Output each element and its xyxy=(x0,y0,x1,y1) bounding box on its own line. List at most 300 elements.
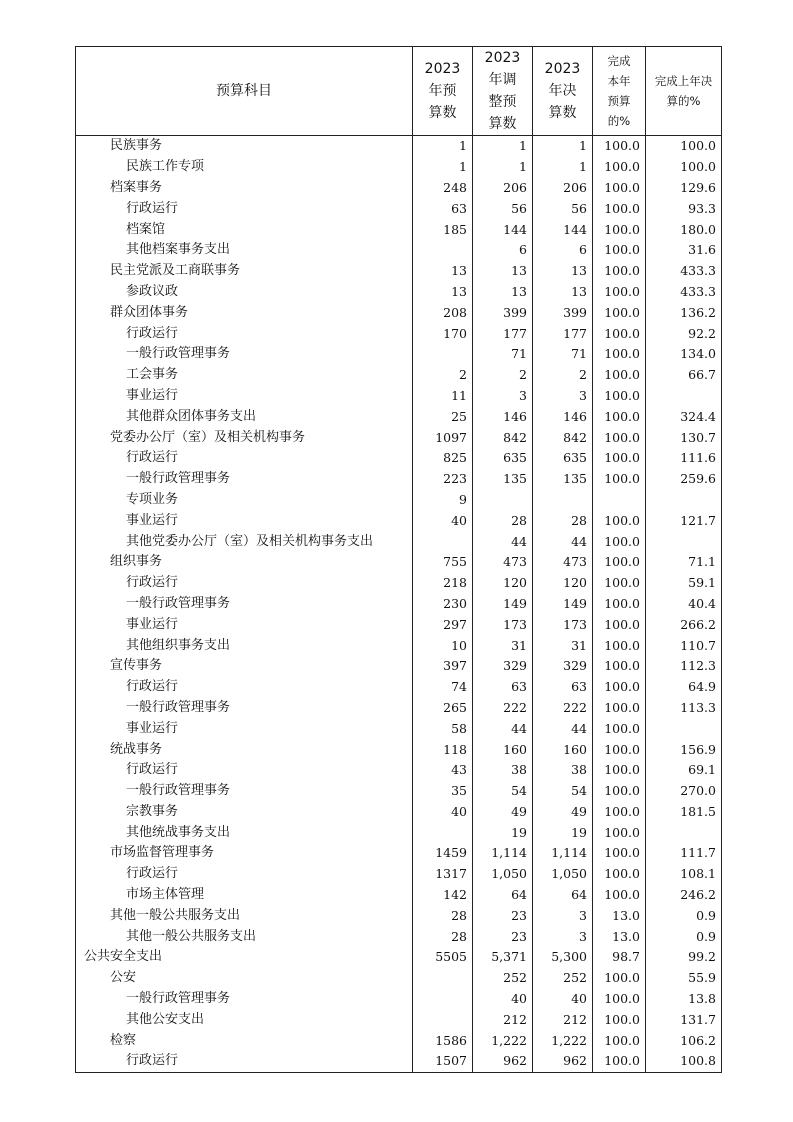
vs-last-year-cell: 100.0 xyxy=(646,136,722,157)
budget-cell xyxy=(413,240,473,261)
adjusted-budget-cell: 31 xyxy=(473,635,533,656)
completion-rate-cell: 98.7 xyxy=(593,947,646,968)
adjusted-budget-cell: 222 xyxy=(473,698,533,719)
vs-last-year-cell: 181.5 xyxy=(646,802,722,823)
budget-cell: 223 xyxy=(413,469,473,490)
vs-last-year-cell: 69.1 xyxy=(646,760,722,781)
completion-rate-cell: 100.0 xyxy=(593,240,646,261)
table-row xyxy=(76,469,722,490)
adjusted-budget-cell: 160 xyxy=(473,739,533,760)
table-row xyxy=(76,510,722,531)
vs-last-year-cell xyxy=(646,822,722,843)
vs-last-year-cell: 31.6 xyxy=(646,240,722,261)
subject-cell: 民族工作专项 xyxy=(76,157,413,178)
table-row xyxy=(76,864,722,885)
adjusted-budget-cell: 135 xyxy=(473,469,533,490)
final-accounts-cell: 212 xyxy=(533,1009,593,1030)
completion-rate-cell: 100.0 xyxy=(593,864,646,885)
completion-rate-cell: 100.0 xyxy=(593,302,646,323)
header-budget xyxy=(413,47,473,136)
header-adjusted-budget xyxy=(473,47,533,136)
vs-last-year-cell: 110.7 xyxy=(646,635,722,656)
budget-cell: 297 xyxy=(413,614,473,635)
subject-cell: 行政运行 xyxy=(76,1051,413,1072)
vs-last-year-cell: 13.8 xyxy=(646,989,722,1010)
adjusted-budget-cell: 44 xyxy=(473,718,533,739)
budget-cell: 185 xyxy=(413,219,473,240)
vs-last-year-cell: 108.1 xyxy=(646,864,722,885)
subject-cell: 检察 xyxy=(76,1030,413,1051)
subject-cell: 民族事务 xyxy=(76,136,413,157)
subject-cell: 事业运行 xyxy=(76,718,413,739)
final-accounts-cell: 6 xyxy=(533,240,593,261)
table-row xyxy=(76,760,722,781)
completion-rate-cell: 100.0 xyxy=(593,718,646,739)
subject-cell: 一般行政管理事务 xyxy=(76,594,413,615)
budget-cell xyxy=(413,989,473,1010)
budget-cell: 5505 xyxy=(413,947,473,968)
final-accounts-cell: 399 xyxy=(533,302,593,323)
subject-cell: 宣传事务 xyxy=(76,656,413,677)
vs-last-year-cell: 111.6 xyxy=(646,448,722,469)
vs-last-year-cell: 40.4 xyxy=(646,594,722,615)
final-accounts-cell: 252 xyxy=(533,968,593,989)
budget-cell: 40 xyxy=(413,510,473,531)
table-row xyxy=(76,885,722,906)
budget-cell xyxy=(413,968,473,989)
vs-last-year-cell: 180.0 xyxy=(646,219,722,240)
header-line: 整预 xyxy=(488,94,517,110)
final-accounts-cell: 64 xyxy=(533,885,593,906)
completion-rate-cell: 100.0 xyxy=(593,552,646,573)
final-accounts-cell: 3 xyxy=(533,905,593,926)
table-row xyxy=(76,365,722,386)
vs-last-year-cell xyxy=(646,490,722,511)
header-line: 完成上年决 xyxy=(654,74,713,88)
budget-cell: 74 xyxy=(413,677,473,698)
completion-rate-cell: 100.0 xyxy=(593,261,646,282)
adjusted-budget-cell: 3 xyxy=(473,386,533,407)
vs-last-year-cell: 246.2 xyxy=(646,885,722,906)
table-row xyxy=(76,448,722,469)
budget-cell: 397 xyxy=(413,656,473,677)
subject-cell: 公共安全支出 xyxy=(76,947,413,968)
completion-rate-cell: 100.0 xyxy=(593,635,646,656)
subject-cell: 其他一般公共服务支出 xyxy=(76,905,413,926)
budget-cell: 58 xyxy=(413,718,473,739)
header-line: 算数 xyxy=(428,105,457,121)
subject-cell: 行政运行 xyxy=(76,677,413,698)
header-line: 2023 xyxy=(424,61,461,77)
vs-last-year-cell: 92.2 xyxy=(646,323,722,344)
vs-last-year-cell: 106.2 xyxy=(646,1030,722,1051)
budget-cell: 1 xyxy=(413,136,473,157)
budget-cell: 10 xyxy=(413,635,473,656)
subject-cell: 民主党派及工商联事务 xyxy=(76,261,413,282)
adjusted-budget-cell: 1,114 xyxy=(473,843,533,864)
table-row xyxy=(76,261,722,282)
budget-cell: 13 xyxy=(413,261,473,282)
adjusted-budget-cell: 40 xyxy=(473,989,533,1010)
completion-rate-cell: 100.0 xyxy=(593,136,646,157)
completion-rate-cell: 13.0 xyxy=(593,905,646,926)
adjusted-budget-cell: 38 xyxy=(473,760,533,781)
budget-cell xyxy=(413,1009,473,1030)
subject-cell: 市场主体管理 xyxy=(76,885,413,906)
budget-cell: 28 xyxy=(413,905,473,926)
subject-cell: 档案馆 xyxy=(76,219,413,240)
completion-rate-cell: 100.0 xyxy=(593,698,646,719)
budget-cell xyxy=(413,531,473,552)
adjusted-budget-cell: 54 xyxy=(473,781,533,802)
final-accounts-cell: 5,300 xyxy=(533,947,593,968)
subject-cell: 工会事务 xyxy=(76,365,413,386)
final-accounts-cell: 962 xyxy=(533,1051,593,1072)
subject-cell: 行政运行 xyxy=(76,760,413,781)
adjusted-budget-cell: 177 xyxy=(473,323,533,344)
budget-cell xyxy=(413,344,473,365)
budget-cell: 40 xyxy=(413,802,473,823)
budget-cell: 118 xyxy=(413,739,473,760)
vs-last-year-cell: 111.7 xyxy=(646,843,722,864)
subject-cell: 事业运行 xyxy=(76,386,413,407)
final-accounts-cell: 56 xyxy=(533,198,593,219)
adjusted-budget-cell: 44 xyxy=(473,531,533,552)
table-row xyxy=(76,822,722,843)
final-accounts-cell: 2 xyxy=(533,365,593,386)
vs-last-year-cell: 121.7 xyxy=(646,510,722,531)
completion-rate-cell: 100.0 xyxy=(593,1051,646,1072)
vs-last-year-cell: 113.3 xyxy=(646,698,722,719)
table-row xyxy=(76,302,722,323)
vs-last-year-cell: 130.7 xyxy=(646,427,722,448)
completion-rate-cell: 100.0 xyxy=(593,802,646,823)
final-accounts-cell: 13 xyxy=(533,282,593,303)
adjusted-budget-cell: 1 xyxy=(473,157,533,178)
final-accounts-cell: 206 xyxy=(533,178,593,199)
completion-rate-cell: 100.0 xyxy=(593,614,646,635)
vs-last-year-cell: 0.9 xyxy=(646,905,722,926)
header-line: 算数 xyxy=(548,105,577,121)
subject-cell: 一般行政管理事务 xyxy=(76,344,413,365)
adjusted-budget-cell: 252 xyxy=(473,968,533,989)
final-accounts-cell: 135 xyxy=(533,469,593,490)
budget-table xyxy=(75,46,722,1073)
table-row xyxy=(76,490,722,511)
subject-cell: 其他统战事务支出 xyxy=(76,822,413,843)
completion-rate-cell: 100.0 xyxy=(593,760,646,781)
adjusted-budget-cell: 2 xyxy=(473,365,533,386)
budget-cell: 230 xyxy=(413,594,473,615)
table-row xyxy=(76,843,722,864)
completion-rate-cell: 100.0 xyxy=(593,781,646,802)
table-row xyxy=(76,635,722,656)
adjusted-budget-cell: 146 xyxy=(473,406,533,427)
budget-cell: 755 xyxy=(413,552,473,573)
budget-cell: 1317 xyxy=(413,864,473,885)
final-accounts-cell: 160 xyxy=(533,739,593,760)
table-row xyxy=(76,1051,722,1072)
adjusted-budget-cell: 212 xyxy=(473,1009,533,1030)
final-accounts-cell: 19 xyxy=(533,822,593,843)
vs-last-year-cell xyxy=(646,718,722,739)
adjusted-budget-cell: 19 xyxy=(473,822,533,843)
header-line: 本年 xyxy=(607,74,631,88)
header-line: 算的% xyxy=(666,94,701,108)
adjusted-budget-cell: 13 xyxy=(473,282,533,303)
header-line: 年决 xyxy=(548,83,577,99)
completion-rate-cell: 100.0 xyxy=(593,594,646,615)
budget-cell: 1 xyxy=(413,157,473,178)
final-accounts-cell: 63 xyxy=(533,677,593,698)
vs-last-year-cell: 112.3 xyxy=(646,656,722,677)
adjusted-budget-cell: 1 xyxy=(473,136,533,157)
header-line: 年调 xyxy=(488,72,517,88)
final-accounts-cell: 473 xyxy=(533,552,593,573)
budget-cell: 1459 xyxy=(413,843,473,864)
adjusted-budget-cell: 206 xyxy=(473,178,533,199)
table-row xyxy=(76,136,722,157)
vs-last-year-cell: 324.4 xyxy=(646,406,722,427)
table-row xyxy=(76,802,722,823)
vs-last-year-cell: 100.0 xyxy=(646,157,722,178)
header-line: 2023 xyxy=(544,61,581,77)
adjusted-budget-cell: 5,371 xyxy=(473,947,533,968)
adjusted-budget-cell: 13 xyxy=(473,261,533,282)
subject-cell: 其他组织事务支出 xyxy=(76,635,413,656)
subject-cell: 其他党委办公厅（室）及相关机构事务支出 xyxy=(76,531,413,552)
budget-cell: 825 xyxy=(413,448,473,469)
final-accounts-cell: 1,222 xyxy=(533,1030,593,1051)
completion-rate-cell xyxy=(593,490,646,511)
final-accounts-cell: 222 xyxy=(533,698,593,719)
budget-cell: 63 xyxy=(413,198,473,219)
subject-cell: 行政运行 xyxy=(76,198,413,219)
final-accounts-cell: 146 xyxy=(533,406,593,427)
subject-cell: 一般行政管理事务 xyxy=(76,781,413,802)
adjusted-budget-cell: 329 xyxy=(473,656,533,677)
header-completion-rate xyxy=(593,47,646,136)
final-accounts-cell: 3 xyxy=(533,926,593,947)
subject-cell: 参政议政 xyxy=(76,282,413,303)
adjusted-budget-cell: 144 xyxy=(473,219,533,240)
table-row xyxy=(76,344,722,365)
vs-last-year-cell: 100.8 xyxy=(646,1051,722,1072)
adjusted-budget-cell: 28 xyxy=(473,510,533,531)
header-line: 2023 xyxy=(484,50,521,66)
adjusted-budget-cell: 473 xyxy=(473,552,533,573)
table-row xyxy=(76,282,722,303)
adjusted-budget-cell: 64 xyxy=(473,885,533,906)
completion-rate-cell: 100.0 xyxy=(593,448,646,469)
vs-last-year-cell: 66.7 xyxy=(646,365,722,386)
adjusted-budget-cell: 6 xyxy=(473,240,533,261)
final-accounts-cell: 1 xyxy=(533,136,593,157)
budget-cell: 11 xyxy=(413,386,473,407)
table-row xyxy=(76,1030,722,1051)
header-final-accounts xyxy=(533,47,593,136)
vs-last-year-cell: 93.3 xyxy=(646,198,722,219)
completion-rate-cell: 100.0 xyxy=(593,573,646,594)
budget-cell: 142 xyxy=(413,885,473,906)
final-accounts-cell: 44 xyxy=(533,531,593,552)
table-row xyxy=(76,926,722,947)
table-row xyxy=(76,718,722,739)
table-row xyxy=(76,594,722,615)
adjusted-budget-cell: 842 xyxy=(473,427,533,448)
table-header-row xyxy=(76,47,722,136)
completion-rate-cell: 100.0 xyxy=(593,469,646,490)
final-accounts-cell: 842 xyxy=(533,427,593,448)
final-accounts-cell: 144 xyxy=(533,219,593,240)
subject-cell: 宗教事务 xyxy=(76,802,413,823)
final-accounts-cell: 49 xyxy=(533,802,593,823)
vs-last-year-cell: 156.9 xyxy=(646,739,722,760)
completion-rate-cell: 100.0 xyxy=(593,739,646,760)
budget-cell: 35 xyxy=(413,781,473,802)
adjusted-budget-cell: 63 xyxy=(473,677,533,698)
budget-cell: 265 xyxy=(413,698,473,719)
adjusted-budget-cell: 23 xyxy=(473,905,533,926)
budget-cell: 1586 xyxy=(413,1030,473,1051)
final-accounts-cell: 44 xyxy=(533,718,593,739)
table-row xyxy=(76,905,722,926)
subject-cell: 一般行政管理事务 xyxy=(76,989,413,1010)
table-row xyxy=(76,406,722,427)
subject-cell: 群众团体事务 xyxy=(76,302,413,323)
header-line: 年预 xyxy=(428,83,457,99)
subject-cell: 专项业务 xyxy=(76,490,413,511)
final-accounts-cell xyxy=(533,490,593,511)
final-accounts-cell: 28 xyxy=(533,510,593,531)
budget-cell: 2 xyxy=(413,365,473,386)
table-row xyxy=(76,219,722,240)
table-row xyxy=(76,614,722,635)
vs-last-year-cell: 270.0 xyxy=(646,781,722,802)
subject-cell: 行政运行 xyxy=(76,864,413,885)
table-row xyxy=(76,240,722,261)
subject-cell: 公安 xyxy=(76,968,413,989)
header-vs-last-year xyxy=(646,47,722,136)
subject-cell: 市场监督管理事务 xyxy=(76,843,413,864)
final-accounts-cell: 329 xyxy=(533,656,593,677)
subject-cell: 其他群众团体事务支出 xyxy=(76,406,413,427)
adjusted-budget-cell: 120 xyxy=(473,573,533,594)
completion-rate-cell: 100.0 xyxy=(593,510,646,531)
adjusted-budget-cell: 1,222 xyxy=(473,1030,533,1051)
subject-cell: 档案事务 xyxy=(76,178,413,199)
table-row xyxy=(76,573,722,594)
budget-cell: 25 xyxy=(413,406,473,427)
completion-rate-cell: 100.0 xyxy=(593,219,646,240)
adjusted-budget-cell xyxy=(473,490,533,511)
completion-rate-cell: 100.0 xyxy=(593,178,646,199)
completion-rate-cell: 100.0 xyxy=(593,198,646,219)
final-accounts-cell: 3 xyxy=(533,386,593,407)
final-accounts-cell: 635 xyxy=(533,448,593,469)
table-row xyxy=(76,968,722,989)
completion-rate-cell: 100.0 xyxy=(593,365,646,386)
adjusted-budget-cell: 149 xyxy=(473,594,533,615)
table-row xyxy=(76,323,722,344)
table-row xyxy=(76,781,722,802)
vs-last-year-cell xyxy=(646,531,722,552)
adjusted-budget-cell: 399 xyxy=(473,302,533,323)
subject-cell: 一般行政管理事务 xyxy=(76,469,413,490)
budget-cell: 13 xyxy=(413,282,473,303)
subject-cell: 党委办公厅（室）及相关机构事务 xyxy=(76,427,413,448)
final-accounts-cell: 31 xyxy=(533,635,593,656)
subject-cell: 其他档案事务支出 xyxy=(76,240,413,261)
adjusted-budget-cell: 23 xyxy=(473,926,533,947)
header-line: 算数 xyxy=(488,116,517,132)
completion-rate-cell: 100.0 xyxy=(593,656,646,677)
completion-rate-cell: 100.0 xyxy=(593,677,646,698)
completion-rate-cell: 100.0 xyxy=(593,822,646,843)
subject-cell: 统战事务 xyxy=(76,739,413,760)
subject-cell: 其他公安支出 xyxy=(76,1009,413,1030)
table-row xyxy=(76,531,722,552)
subject-cell: 组织事务 xyxy=(76,552,413,573)
final-accounts-cell: 177 xyxy=(533,323,593,344)
budget-cell: 1097 xyxy=(413,427,473,448)
table-row xyxy=(76,739,722,760)
completion-rate-cell: 100.0 xyxy=(593,323,646,344)
table-row xyxy=(76,656,722,677)
vs-last-year-cell: 64.9 xyxy=(646,677,722,698)
adjusted-budget-cell: 1,050 xyxy=(473,864,533,885)
completion-rate-cell: 100.0 xyxy=(593,282,646,303)
completion-rate-cell: 100.0 xyxy=(593,885,646,906)
subject-cell: 事业运行 xyxy=(76,614,413,635)
completion-rate-cell: 100.0 xyxy=(593,843,646,864)
vs-last-year-cell: 266.2 xyxy=(646,614,722,635)
table-row xyxy=(76,386,722,407)
budget-cell: 218 xyxy=(413,573,473,594)
completion-rate-cell: 100.0 xyxy=(593,989,646,1010)
table-row xyxy=(76,1009,722,1030)
vs-last-year-cell: 433.3 xyxy=(646,261,722,282)
budget-cell: 28 xyxy=(413,926,473,947)
completion-rate-cell: 100.0 xyxy=(593,968,646,989)
completion-rate-cell: 100.0 xyxy=(593,1009,646,1030)
final-accounts-cell: 149 xyxy=(533,594,593,615)
vs-last-year-cell: 99.2 xyxy=(646,947,722,968)
table-row xyxy=(76,677,722,698)
final-accounts-cell: 13 xyxy=(533,261,593,282)
final-accounts-cell: 120 xyxy=(533,573,593,594)
table-row xyxy=(76,198,722,219)
table-row xyxy=(76,698,722,719)
vs-last-year-cell: 134.0 xyxy=(646,344,722,365)
adjusted-budget-cell: 635 xyxy=(473,448,533,469)
vs-last-year-cell: 129.6 xyxy=(646,178,722,199)
table-row xyxy=(76,552,722,573)
header-line: 的% xyxy=(607,114,631,128)
budget-cell: 248 xyxy=(413,178,473,199)
budget-cell: 43 xyxy=(413,760,473,781)
budget-cell: 9 xyxy=(413,490,473,511)
budget-cell: 1507 xyxy=(413,1051,473,1072)
final-accounts-cell: 1,050 xyxy=(533,864,593,885)
final-accounts-cell: 40 xyxy=(533,989,593,1010)
table-row xyxy=(76,989,722,1010)
vs-last-year-cell: 131.7 xyxy=(646,1009,722,1030)
completion-rate-cell: 100.0 xyxy=(593,344,646,365)
vs-last-year-cell: 259.6 xyxy=(646,469,722,490)
subject-cell: 一般行政管理事务 xyxy=(76,698,413,719)
vs-last-year-cell: 136.2 xyxy=(646,302,722,323)
